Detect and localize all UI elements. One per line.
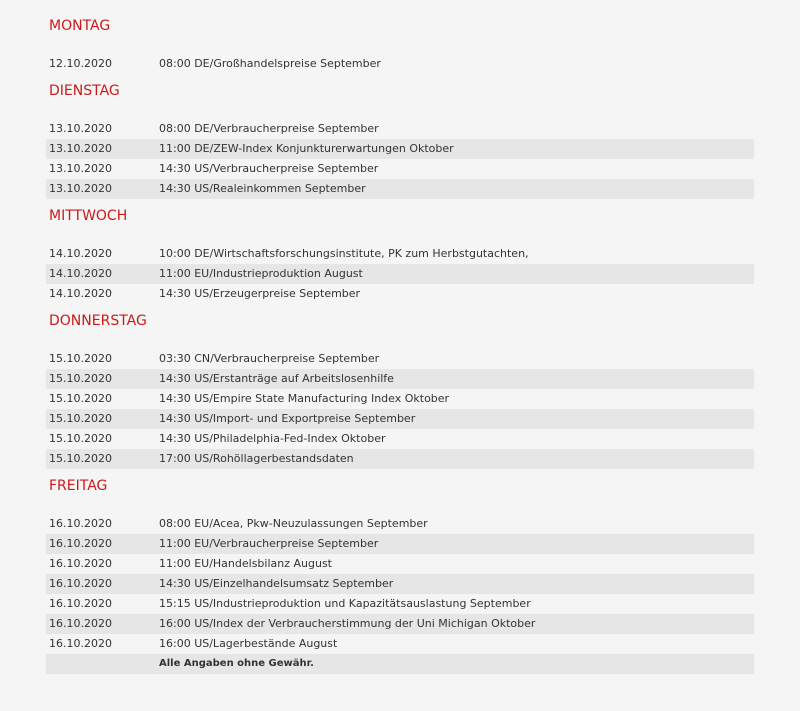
event-row [46,284,754,304]
event-date: 15.10.2020 [49,432,112,445]
day-section [46,477,754,674]
disclaimer-row [46,654,754,674]
event-description: 11:00 DE/ZEW-Index Konjunkturerwartungen Oktober [159,142,454,155]
event-description: 14:30 US/Erstanträge auf Arbeitslosenhilfe [159,372,394,385]
event-description: 14:30 US/Empire State Manufacturing Index Oktober [159,392,450,405]
event-date: 14.10.2020 [49,247,112,260]
event-date: 15.10.2020 [49,392,112,405]
event-date: 15.10.2020 [49,452,112,465]
event-description: 03:30 CN/Verbraucherpreise September [159,352,380,365]
event-list [46,349,754,469]
event-description: 14:30 US/Import- und Exportpreise September [159,412,416,425]
event-row [46,264,754,284]
day-heading: DIENSTAG [49,83,120,99]
event-row [46,634,754,654]
event-date: 15.10.2020 [49,412,112,425]
event-description: 10:00 DE/Wirtschaftsforschungsinstitute, PK zum Herbstgutachten, [159,247,529,260]
event-row [46,389,754,409]
event-row [46,554,754,574]
event-row [46,179,754,199]
event-description: 14:30 US/Erzeugerpreise September [159,287,361,300]
event-date: 16.10.2020 [49,617,112,630]
event-date: 13.10.2020 [49,182,112,195]
event-list [46,119,754,199]
event-row [46,614,754,634]
event-list [46,244,754,304]
event-date: 13.10.2020 [49,122,112,135]
event-row [46,54,754,74]
disclaimer-text: Alle Angaben ohne Gewähr. [159,658,314,669]
event-date: 16.10.2020 [49,537,112,550]
event-description: 11:00 EU/Verbraucherpreise September [159,537,379,550]
event-description: 14:30 US/Realeinkommen September [159,182,366,195]
day-heading: FREITAG [49,478,108,494]
economic-calendar [46,10,754,674]
event-row [46,409,754,429]
day-section [46,312,754,469]
event-row [46,449,754,469]
event-description: 08:00 DE/Großhandelspreise September [159,57,381,70]
day-heading: MITTWOCH [49,208,128,224]
event-description: 11:00 EU/Industrieproduktion August [159,267,363,280]
event-description: 14:30 US/Philadelphia-Fed-Index Oktober [159,432,386,445]
event-date: 16.10.2020 [49,517,112,530]
event-row [46,119,754,139]
event-date: 13.10.2020 [49,162,112,175]
event-description: 08:00 DE/Verbraucherpreise September [159,122,379,135]
event-row [46,349,754,369]
event-date: 16.10.2020 [49,637,112,650]
event-row [46,159,754,179]
event-date: 14.10.2020 [49,287,112,300]
event-row [46,534,754,554]
event-description: 16:00 US/Index der Verbraucherstimmung der Uni Michigan Oktober [159,617,536,630]
day-section [46,17,754,74]
event-row [46,244,754,264]
event-row [46,429,754,449]
event-list [46,514,754,674]
event-list [46,54,754,74]
event-description: 17:00 US/Rohöllagerbestandsdaten [159,452,354,465]
event-description: 16:00 US/Lagerbestände August [159,637,338,650]
event-date: 15.10.2020 [49,372,112,385]
event-date: 16.10.2020 [49,577,112,590]
day-section [46,82,754,199]
event-date: 15.10.2020 [49,352,112,365]
event-date: 16.10.2020 [49,557,112,570]
event-description: 15:15 US/Industrieproduktion und Kapazitätsauslastung September [159,597,531,610]
event-date: 12.10.2020 [49,57,112,70]
event-description: 14:30 US/Einzelhandelsumsatz September [159,577,394,590]
event-description: 14:30 US/Verbraucherpreise September [159,162,379,175]
event-description: 08:00 EU/Acea, Pkw-Neuzulassungen September [159,517,428,530]
event-date: 14.10.2020 [49,267,112,280]
event-row [46,139,754,159]
event-date: 13.10.2020 [49,142,112,155]
day-section [46,207,754,304]
event-row [46,514,754,534]
event-row [46,594,754,614]
event-description: 11:00 EU/Handelsbilanz August [159,557,332,570]
day-heading: DONNERSTAG [49,313,147,329]
event-date: 16.10.2020 [49,597,112,610]
event-row [46,369,754,389]
event-row [46,574,754,594]
day-heading: MONTAG [49,18,111,34]
